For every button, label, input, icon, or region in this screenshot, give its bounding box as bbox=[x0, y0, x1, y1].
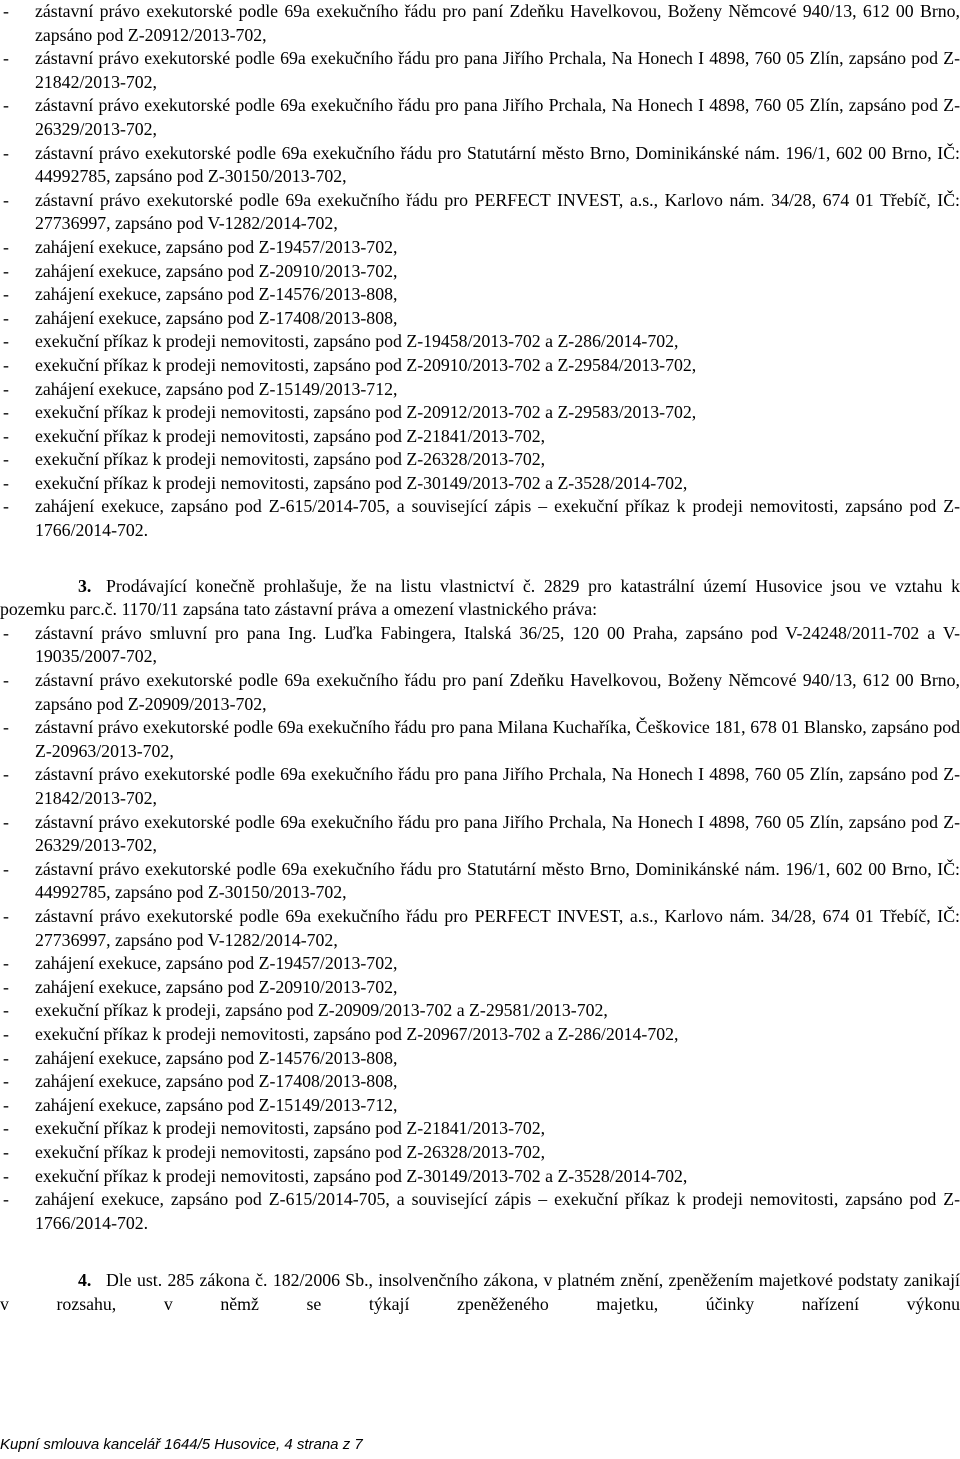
list-item-text: exekuční příkaz k prodeji nemovitosti, zapsáno pod Z-19458/2013-702 a Z-286/2014-702, bbox=[35, 331, 679, 352]
list-dash: - bbox=[3, 402, 9, 423]
list-dash: - bbox=[3, 905, 9, 926]
list-item bbox=[0, 905, 960, 952]
list-item bbox=[0, 189, 960, 236]
list-item bbox=[0, 622, 960, 669]
page-footer: Kupní smlouva kancelář 1644/5 Husovice, 4 strana z 7 bbox=[0, 1436, 363, 1453]
list-item-text: zástavní právo exekutorské podle 69a exekučního řádu pro PERFECT INVEST, a.s., Karlovo nám. 34/28, 674 01 Třebíč, IČ: 27736997, zapsáno pod V-1282/2014-702, bbox=[35, 905, 960, 950]
list-item bbox=[0, 669, 960, 716]
list-dash: - bbox=[3, 449, 9, 470]
list-dash: - bbox=[3, 1047, 9, 1068]
list-item-text: zástavní právo exekutorské podle 69a exekučního řádu pro pana Jiřího Prchala, Na Honech I 4898, 760 05 Zlín, zapsáno pod Z-26329/2013-702, bbox=[35, 95, 960, 139]
list-item bbox=[0, 858, 960, 905]
list-item-text: exekuční příkaz k prodeji nemovitosti, zapsáno pod Z-20912/2013-702 a Z-29583/2013-702, bbox=[35, 402, 697, 423]
list-dash: - bbox=[3, 1118, 9, 1139]
list-item-text: exekuční příkaz k prodeji nemovitosti, zapsáno pod Z-26328/2013-702, bbox=[35, 449, 546, 470]
list-item-text: zástavní právo smluvní pro pana Ing. Luďka Fabingera, Italská 36/25, 120 00 Praha, zapsáno pod V-24248/2011-702 a V-19035/2007-702, bbox=[35, 622, 960, 667]
list-item bbox=[0, 811, 960, 858]
list-dash: - bbox=[3, 764, 9, 785]
list-dash: - bbox=[3, 1071, 9, 1092]
list-dash: - bbox=[3, 622, 9, 643]
list-dash: - bbox=[3, 284, 9, 305]
list-dash: - bbox=[3, 976, 9, 997]
list-item bbox=[0, 236, 960, 260]
list-item bbox=[0, 330, 960, 354]
list-item bbox=[0, 142, 960, 189]
list-item bbox=[0, 495, 960, 542]
list-dash: - bbox=[3, 354, 9, 375]
list-item bbox=[0, 976, 960, 1000]
list-item-text: zástavní právo exekutorské podle 69a exekučního řádu pro Statutární město Brno, Dominikánské nám. 196/1, 602 00 Brno, IČ: 44992785, zapsáno pod Z-30150/2013-702, bbox=[35, 142, 960, 187]
list-item bbox=[0, 307, 960, 331]
list-item-text: zástavní právo exekutorské podle 69a exekučního řádu pro pana Jiřího Prchala, Na Honech I 4898, 760 05 Zlín, zapsáno pod Z-21842/2013-702, bbox=[35, 48, 960, 92]
list-item-text: exekuční příkaz k prodeji nemovitosti, zapsáno pod Z-30149/2013-702 a Z-3528/2014-702, bbox=[35, 472, 688, 493]
list-item bbox=[0, 354, 960, 378]
section-3-number: 3. bbox=[78, 575, 92, 596]
list-item bbox=[0, 448, 960, 472]
list-item bbox=[0, 763, 960, 810]
list-dash: - bbox=[3, 811, 9, 832]
list-item bbox=[0, 1094, 960, 1118]
list-dash: - bbox=[3, 496, 9, 517]
list-dash: - bbox=[3, 307, 9, 328]
list-item bbox=[0, 1165, 960, 1189]
list-dash: - bbox=[3, 260, 9, 281]
list-item-text: zástavní právo exekutorské podle 69a exekučního řádu pro paní Zdeňku Havelkovou, Boženy Němcové 940/13, 612 00 Brno, zapsáno pod Z-20912/2013-702, bbox=[35, 1, 960, 45]
section-3-paragraph bbox=[0, 575, 960, 622]
list-dash: - bbox=[3, 95, 9, 116]
list-dash: - bbox=[3, 1141, 9, 1162]
encumbrance-list-2 bbox=[0, 622, 960, 1235]
list-item-text: exekuční příkaz k prodeji, zapsáno pod Z-20909/2013-702 a Z-29581/2013-702, bbox=[35, 1000, 608, 1021]
list-dash: - bbox=[3, 1000, 9, 1021]
list-item-text: exekuční příkaz k prodeji nemovitosti, zapsáno pod Z-20967/2013-702 a Z-286/2014-702, bbox=[35, 1023, 679, 1044]
spacer bbox=[0, 1235, 960, 1269]
list-item-text: zahájení exekuce, zapsáno pod Z-14576/2013-808, bbox=[35, 284, 398, 305]
list-item bbox=[0, 401, 960, 425]
list-item bbox=[0, 425, 960, 449]
list-item bbox=[0, 47, 960, 94]
list-dash: - bbox=[3, 236, 9, 257]
list-item-text: zahájení exekuce, zapsáno pod Z-19457/2013-702, bbox=[35, 953, 398, 974]
list-item-text: zahájení exekuce, zapsáno pod Z-20910/2013-702, bbox=[35, 260, 398, 281]
list-item-text: zástavní právo exekutorské podle 69a exekučního řádu pro PERFECT INVEST, a.s., Karlovo nám. 34/28, 674 01 Třebíč, IČ: 27736997, zapsáno pod V-1282/2014-702, bbox=[35, 189, 960, 234]
list-item-text: exekuční příkaz k prodeji nemovitosti, zapsáno pod Z-21841/2013-702, bbox=[35, 1118, 546, 1139]
list-dash: - bbox=[3, 425, 9, 446]
list-dash: - bbox=[3, 378, 9, 399]
list-dash: - bbox=[3, 1023, 9, 1044]
list-item bbox=[0, 1188, 960, 1235]
list-dash: - bbox=[3, 142, 9, 163]
list-dash: - bbox=[3, 1189, 9, 1210]
list-item bbox=[0, 1023, 960, 1047]
list-dash: - bbox=[3, 48, 9, 69]
list-dash: - bbox=[3, 717, 9, 738]
list-item-text: exekuční příkaz k prodeji nemovitosti, zapsáno pod Z-26328/2013-702, bbox=[35, 1141, 546, 1162]
list-item-text: zahájení exekuce, zapsáno pod Z-15149/2013-712, bbox=[35, 378, 398, 399]
section-4-paragraph bbox=[0, 1269, 960, 1316]
list-item bbox=[0, 378, 960, 402]
list-item-text: zahájení exekuce, zapsáno pod Z-15149/2013-712, bbox=[35, 1094, 398, 1115]
list-item bbox=[0, 952, 960, 976]
list-dash: - bbox=[3, 472, 9, 493]
list-dash: - bbox=[3, 1094, 9, 1115]
list-item-text: zahájení exekuce, zapsáno pod Z-17408/2013-808, bbox=[35, 307, 398, 328]
encumbrance-list-1 bbox=[0, 0, 960, 543]
list-item-text: exekuční příkaz k prodeji nemovitosti, zapsáno pod Z-21841/2013-702, bbox=[35, 425, 546, 446]
list-dash: - bbox=[3, 1, 9, 21]
list-dash: - bbox=[3, 670, 9, 691]
list-item-text: zástavní právo exekutorské podle 69a exekučního řádu pro pana Jiřího Prchala, Na Honech I 4898, 760 05 Zlín, zapsáno pod Z-26329/2013-702, bbox=[35, 811, 960, 856]
list-item bbox=[0, 1141, 960, 1165]
list-dash: - bbox=[3, 858, 9, 879]
list-item-text: zástavní právo exekutorské podle 69a exekučního řádu pro paní Zdeňku Havelkovou, Boženy Němcové 940/13, 612 00 Brno, zapsáno pod Z-20909/2013-702, bbox=[35, 670, 960, 714]
list-item-text: exekuční příkaz k prodeji nemovitosti, zapsáno pod Z-20910/2013-702 a Z-29584/2013-702, bbox=[35, 354, 697, 375]
list-item bbox=[0, 0, 960, 47]
list-item bbox=[0, 94, 960, 141]
list-item bbox=[0, 260, 960, 284]
list-item-text: zahájení exekuce, zapsáno pod Z-615/2014-705, a související zápis – exekuční příkaz k prodeji nemovitosti, zapsáno pod Z-1766/2014-702. bbox=[35, 1189, 960, 1233]
list-item bbox=[0, 716, 960, 763]
list-item bbox=[0, 999, 960, 1023]
list-item-text: zahájení exekuce, zapsáno pod Z-19457/2013-702, bbox=[35, 236, 398, 257]
list-item-text: zahájení exekuce, zapsáno pod Z-17408/2013-808, bbox=[35, 1071, 398, 1092]
section-4-text: Dle ust. 285 zákona č. 182/2006 Sb., insolvenčního zákona, v platném znění, zpeněžením majetkové podstaty zanikají v rozsahu, v němž se týkají zpeněženého majetku, účinky nařízení výkonu bbox=[0, 1270, 960, 1314]
section-3-text: Prodávající konečně prohlašuje, že na listu vlastnictví č. 2829 pro katastrální území Husovice jsou ve vztahu k pozemku parc.č. 1170/11 zapsána tato zástavní práva a omezení vlastnického práva: bbox=[0, 575, 960, 620]
list-dash: - bbox=[3, 1165, 9, 1186]
list-item-text: zástavní právo exekutorské podle 69a exekučního řádu pro pana Jiřího Prchala, Na Honech I 4898, 760 05 Zlín, zapsáno pod Z-21842/2013-702, bbox=[35, 764, 960, 808]
list-item-text: zástavní právo exekutorské podle 69a exekučního řádu pro pana Milana Kuchaříka, Češkovice 181, 678 01 Blansko, zapsáno pod Z-20963/2013-702, bbox=[35, 717, 960, 761]
section-4-number: 4. bbox=[78, 1270, 92, 1291]
list-item-text: zástavní právo exekutorské podle 69a exekučního řádu pro Statutární město Brno, Dominikánské nám. 196/1, 602 00 Brno, IČ: 44992785, zapsáno pod Z-30150/2013-702, bbox=[35, 858, 960, 903]
list-dash: - bbox=[3, 331, 9, 352]
spacer bbox=[0, 543, 960, 575]
list-item bbox=[0, 1070, 960, 1094]
list-item bbox=[0, 1117, 960, 1141]
list-item-text: zahájení exekuce, zapsáno pod Z-615/2014-705, a související zápis – exekuční příkaz k prodeji nemovitosti, zapsáno pod Z-1766/2014-702. bbox=[35, 496, 960, 541]
list-item-text: exekuční příkaz k prodeji nemovitosti, zapsáno pod Z-30149/2013-702 a Z-3528/2014-702, bbox=[35, 1165, 688, 1186]
list-item bbox=[0, 1047, 960, 1071]
list-item-text: zahájení exekuce, zapsáno pod Z-20910/2013-702, bbox=[35, 976, 398, 997]
list-item bbox=[0, 472, 960, 496]
list-item bbox=[0, 283, 960, 307]
list-dash: - bbox=[3, 953, 9, 974]
list-dash: - bbox=[3, 189, 9, 210]
list-item-text: zahájení exekuce, zapsáno pod Z-14576/2013-808, bbox=[35, 1047, 398, 1068]
